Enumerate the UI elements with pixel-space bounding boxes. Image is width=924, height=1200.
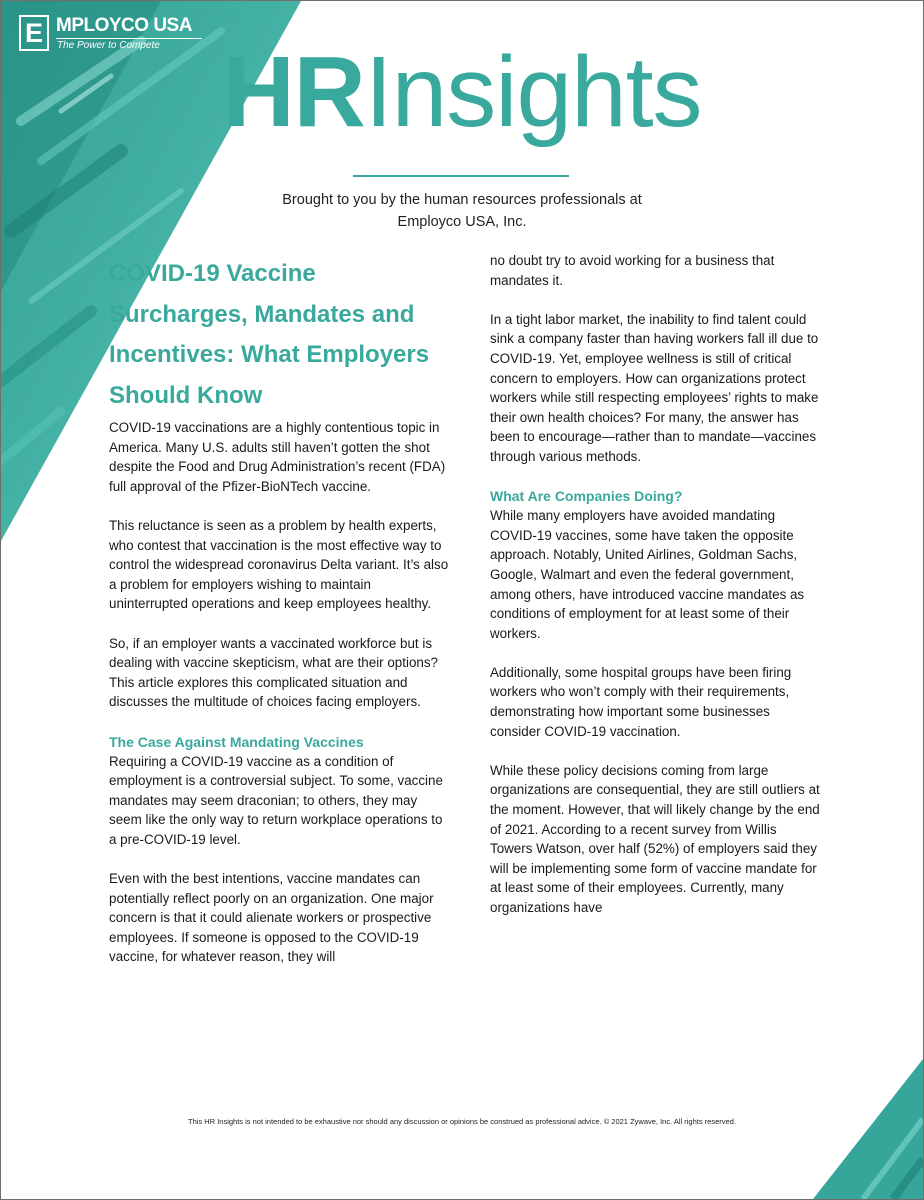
footer-disclaimer: This HR Insights is not intended to be exhaustive nor should any discussion or opinions be construed as professional advice. © 2021 Zywave, Inc. All rights reserved. (188, 1117, 736, 1126)
article-column-right (490, 251, 820, 937)
article-paragraph: So, if an employer wants a vaccinated workforce but is dealing with vaccine skepticism, what are their options? This article explores this complicated situation and discusses the multitude of choices facing employers. (109, 635, 438, 710)
masthead-title (1, 37, 923, 147)
masthead-title-bold: HR (222, 36, 365, 148)
article-paragraph: While these policy decisions coming from large organizations are consequential, they are still outliers at the moment. However, that will likely change by the end of 2021. According to a recent survey from Willis Towers Watson, over half (52%) of employers said they will be implementing some form of vaccine mandate for at least some of their employees. Currently, many organizations have (490, 762, 820, 915)
article-paragraph: While many employers have avoided mandating COVID-19 vaccines, some have taken the opposite approach. Notably, United Airlines, Goldman Sachs, Google, Walmart and even the federal government, among others, have introduced vaccine mandates as conditions of employment for at least some of their workers. (490, 508, 805, 641)
masthead-title-light: Insights (364, 36, 702, 148)
section-heading: The Case Against Mandating Vaccines (109, 733, 364, 750)
masthead-divider (353, 175, 569, 177)
article-paragraph: no doubt try to avoid working for a business that mandates it. (490, 253, 775, 288)
article-paragraph: Even with the best intentions, vaccine mandates can potentially reflect poorly on an organization. One major concern is that it could alienate workers or prospective employees. If someone is opposed to the COVID-19 vaccine, for whatever reason, they will (109, 871, 434, 965)
article-paragraph: Additionally, some hospital groups have been firing workers who won’t comply with their requirements, demonstrating how important some businesses consider COVID-19 vaccination. (490, 664, 792, 739)
article-paragraph: This reluctance is seen as a problem by health experts, who contest that vaccination is the most effective way to control the widespread coronavirus Delta variant. It’s also a problem for employers wishing to maintain uninterrupted operations and keep employees healthy. (109, 517, 449, 612)
article-paragraph: In a tight labor market, the inability to find talent could sink a company faster than having workers fall ill due to COVID-19. Yet, employee wellness is still of critical concern to employers. How can organizations protect workers while still respecting employees’ rights to make their own health choices? For many, the answer has been to encourage—rather than to mandate—vaccines through various methods. (490, 311, 819, 464)
logo-letter-box: E (19, 15, 49, 51)
logo-tagline: The Power to Compete (57, 40, 160, 51)
section-heading: What Are Companies Doing? (490, 488, 683, 505)
brought-by-block (1, 189, 923, 233)
logo-name: MPLOYCO USA (56, 15, 192, 36)
corner-decoration-bottom (813, 1059, 923, 1199)
article-headline: COVID-19 Vaccine Surcharges, Mandates and Incentives: What Employers Should Know (109, 260, 430, 409)
company-name: Employco USA, Inc. (397, 214, 527, 230)
article-column-left (109, 254, 449, 987)
brought-by-text: Brought to you by the human resources professionals at (282, 192, 642, 208)
article-paragraph: COVID-19 vaccinations are a highly contentious topic in America. Many U.S. adults still haven’t gotten the shot despite the Food and Drug Administration’s recent (FDA) full approval of the Pfizer-BioNTech vaccine. (109, 420, 446, 494)
article-paragraph: Requiring a COVID-19 vaccine as a condition of employment is a controversial subject. To some, vaccine mandates may seem draconian; to others, they may seem like the only way to return workplace operations to a pre-COVID-19 level. (109, 753, 443, 847)
